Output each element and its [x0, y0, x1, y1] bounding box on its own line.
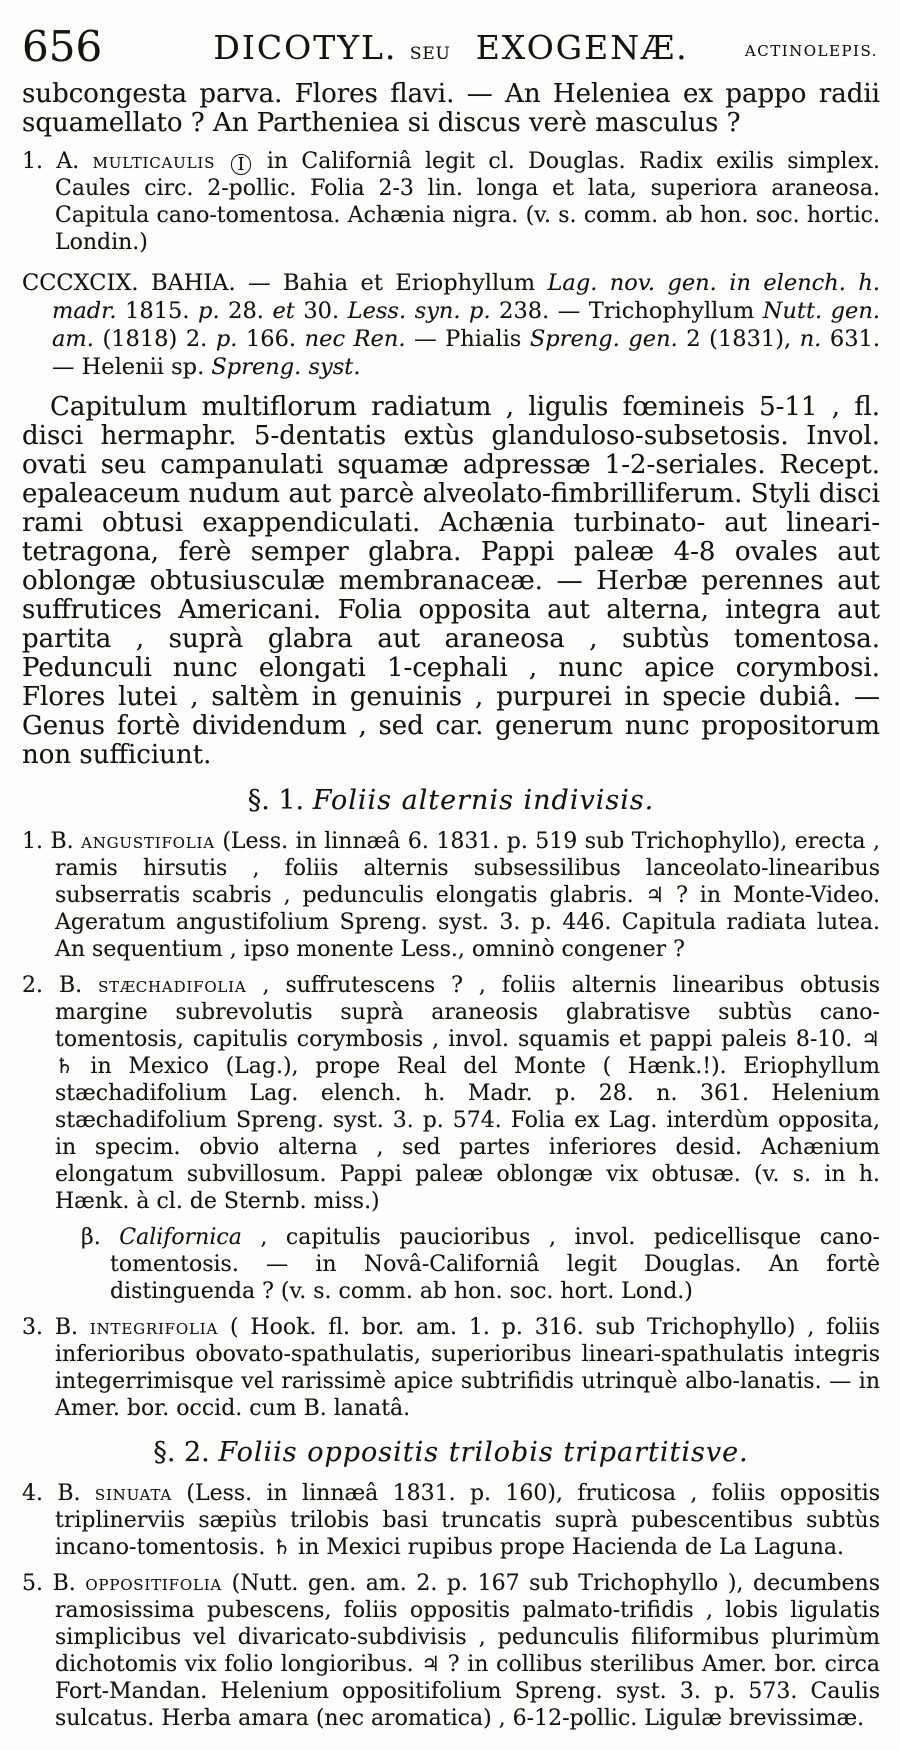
page-number: 656	[22, 22, 103, 71]
variety-entry-californica-seg-1: Californica	[119, 1225, 242, 1251]
species-entry-actinolepis-multicaulis-seg-2	[215, 149, 228, 174]
page-title-part-2: seu	[409, 37, 451, 65]
genus-heading-bahia-seg-9: Nutt. gen. am.	[52, 298, 881, 353]
page-title-part-3: EXOGENÆ.	[475, 28, 689, 67]
genus-heading-bahia-seg-18: 631. — Helenii sp.	[52, 326, 880, 381]
genus-heading-bahia-seg-6: 30.	[294, 298, 348, 325]
genus-heading-bahia-seg-10: (1818) 2.	[93, 326, 216, 353]
genus-heading-bahia-seg-13: nec Ren.	[304, 326, 406, 353]
variety-entry-californica-seg-2: , capitulis paucioribus , invol. pedicellisque cano-tomentosis. — in Novâ-Californiâ legit Douglas. An fortè distinguenda ? (v. s. comm. ab hon. soc. hort. Lond.)	[110, 1225, 880, 1305]
species-entry-bahia-oppositifolia-seg-4: ? in collibus sterilibus Amer. bor. circa Fort-Mandan. Helenium oppositifolium Spreng. syst. 3. p. 573. Caulis sulcatus. Herba amara (nec aromatica) , 6-12-pollic. Ligulæ brevissimæ.	[55, 1652, 880, 1732]
species-entry-actinolepis-multicaulis	[22, 148, 880, 256]
genus-heading-bahia-seg-12: 166.	[237, 326, 305, 353]
genus-heading-bahia-seg-19: Spreng. syst.	[211, 354, 361, 381]
section-heading-2-seg-1: Foliis oppositis trilobis tripartitisve.	[218, 1437, 749, 1469]
species-entry-actinolepis-multicaulis-seg-0: 1. A.	[22, 149, 93, 174]
species-entry-bahia-staechadifolia-seg-0: 2. B.	[22, 973, 99, 999]
genus-description-seg-0: Capitulum multiflorum radiatum , ligulis fœmineis 5-11 , fl. disci hermaphr. 5-dentatis extùs glanduloso-subsetosis. Invol. ovati seu campanulati squamæ adpressæ 1-2-seriales. Recept. epaleaceum nudum aut parcè alveolato-fimbrilliferum. Styli disci rami obtusi exappendiculati. Achænia turbinato- aut lineari-tetragona, ferè semper glabra. Pappi paleæ 4-8 ovales aut oblongæ obtusiusculæ membranaceæ. — Herbæ perennes aut suffrutices Americani. Folia opposita aut alterna, integra aut partita , suprà glabra aut araneosa , subtùs tomentosa. Pedunculi nunc elongati 1-cephali , nunc apice corymbosi. Flores lutei , saltèm in genuinis , purpurei in specie dubiâ. — Genus fortè dividendum , sed car. generum nunc propositorum non sufficiunt.	[22, 392, 880, 771]
genus-heading-bahia-seg-15: Spreng. gen.	[529, 326, 678, 353]
species-entry-bahia-angustifolia-seg-1: angustifolia	[81, 829, 215, 855]
species-entry-bahia-integrifolia-seg-0: 3. B.	[22, 1315, 90, 1341]
page-header	[22, 18, 880, 70]
species-entry-bahia-angustifolia-seg-4: ? in Monte-Video. Ageratum angustifolium Spreng. syst. 3. p. 446. Capitula radiata lutea. An sequentium , ipso monente Less., omninò congener ?	[55, 883, 880, 963]
text-body	[22, 80, 880, 1732]
perennial-symbol-icon: ♃	[421, 1652, 441, 1677]
genus-heading-bahia-seg-8: 238. — Trichophyllum	[490, 298, 763, 325]
species-entry-bahia-sinuata-seg-2: (Less. in linnæâ 1831. p. 160), fruticosa , foliis oppositis triplinerviis sæpiùs trilobis basi truncatis suprà pubescentibus subtùs incano-tomentosis.	[55, 1481, 881, 1561]
running-head: ACTINOLEPIS.	[744, 42, 878, 60]
genus-heading-bahia-seg-5: et	[272, 298, 295, 325]
page-title-part-1: DICOTYL.	[213, 28, 398, 67]
genus-heading-bahia	[22, 269, 880, 381]
species-entry-bahia-integrifolia-seg-2: ( Hook. fl. bor. am. 1. p. 316. sub Trichophyllo) , foliis inferioribus obovato-spathulatis, superioribus lineari-spathulatis integris integerrimisque vel rarissimè apice subtrifidis utrinquè albo-lanatis. — in Amer. bor. occid. cum B. lanatâ.	[55, 1315, 880, 1422]
genus-heading-bahia-seg-17: n.	[799, 326, 822, 353]
genus-heading-bahia-seg-14: — Phialis	[405, 326, 530, 353]
species-entry-bahia-staechadifolia-seg-1: stæchadifolia	[98, 973, 247, 999]
shrub-symbol-icon: ♄	[272, 1535, 292, 1560]
perennial-shrub-symbols-icon: ♃ ♄	[55, 1027, 880, 1079]
perennial-symbol-icon: ♃	[645, 883, 665, 908]
species-entry-bahia-sinuata-seg-1: sinuata	[94, 1481, 173, 1507]
species-entry-bahia-oppositifolia-seg-0: 5. B.	[22, 1571, 86, 1597]
species-entry-actinolepis-multicaulis-seg-1: multicaulis	[92, 149, 216, 174]
genus-heading-bahia-seg-16: 2 (1831),	[677, 326, 800, 353]
species-entry-bahia-oppositifolia	[22, 1570, 880, 1732]
section-heading-1-seg-1: Foliis alternis indivisis.	[312, 785, 655, 817]
species-entry-bahia-sinuata-seg-0: 4. B.	[22, 1481, 95, 1507]
genus-heading-bahia-seg-4: 28.	[219, 298, 273, 325]
genus-heading-bahia-seg-0: CCCXCIX. BAHIA. — Bahia et Eriophyllum	[22, 270, 548, 297]
annual-symbol-icon: I	[231, 154, 252, 175]
paragraph-continuation-seg-0: subcongesta parva. Flores flavi. — An Heleniea ex pappo radii squamellato ? An Partheniea si discus verè masculus ?	[22, 79, 880, 138]
paragraph-continuation	[22, 80, 880, 138]
species-entry-bahia-staechadifolia	[22, 972, 880, 1215]
species-entry-bahia-integrifolia	[22, 1314, 880, 1422]
section-heading-1-seg-0: §. 1.	[247, 785, 313, 817]
section-heading-2-seg-0: §. 2.	[153, 1437, 219, 1469]
section-heading-1	[22, 786, 880, 816]
species-entry-bahia-sinuata	[22, 1480, 880, 1561]
genus-heading-bahia-seg-11: p.	[215, 326, 238, 353]
species-entry-bahia-staechadifolia-seg-2: , suffrutescens ? , foliis alternis linearibus obtusis margine subrevolutis suprà araneosis glabratisve subtùs cano-tomentosis, capitulis corymbosis , invol. squamis et pappi paleis 8-10.	[55, 973, 880, 1053]
species-entry-bahia-oppositifolia-seg-2: (Nutt. gen. am. 2. p. 167 sub Trichophyllo ), decumbens ramosissima pubescens, foliis oppositis palmato-trifidis , lobis ligulatis simplicibus vel divaricato-subdivisis , pedunculis filiformibus plurimùm dichotomis vix folio longioribus.	[55, 1571, 880, 1678]
beta-symbol: β.	[81, 1225, 120, 1251]
section-heading-2	[22, 1438, 880, 1468]
genus-heading-bahia-seg-7: Less. syn. p.	[347, 298, 491, 325]
species-entry-actinolepis-multicaulis-seg-4: in Californiâ legit cl. Douglas. Radix exilis simplex. Caules circ. 2-pollic. Folia 2-3 lin. longa et lata, superiora araneosa. Capitula cano-tomentosa. Achænia nigra. (v. s. comm. ab hon. soc. hortic. Londin.)	[55, 149, 880, 256]
genus-heading-bahia-seg-1: Lag. nov. gen. in elench. h. madr.	[52, 270, 881, 325]
species-entry-bahia-angustifolia	[22, 828, 880, 963]
variety-entry-californica	[22, 1224, 880, 1305]
genus-heading-bahia-seg-3: p.	[198, 298, 220, 325]
species-entry-bahia-angustifolia-seg-2: (Less. in linnæâ 6. 1831. p. 519 sub Trichophyllo), erecta , ramis hirsutis , foliis alternis subsessilibus lanceolato-linearibus subserratis scabris , pedunculis elongatis glabris.	[55, 829, 880, 909]
species-entry-bahia-integrifolia-seg-1: integrifolia	[89, 1315, 219, 1341]
genus-description	[22, 393, 880, 770]
genus-heading-bahia-seg-2: 1815.	[116, 298, 199, 325]
species-entry-bahia-staechadifolia-seg-4: in Mexico (Lag.), prope Real del Monte ( Hænk.!). Eriophyllum stæchadifolium Lag. elench. h. Madr. p. 28. n. 361. Helenium stæchadifolium Spreng. syst. 3. p. 574. Folia ex Lag. interdùm opposita, in specim. obvio alterna , sed partes inferiores desid. Achænium elongatum subvillosum. Pappi paleæ oblongæ vix obtusæ. (v. s. in h. Hænk. à cl. de Sternb. miss.)	[55, 1054, 880, 1215]
species-entry-bahia-angustifolia-seg-0: 1. B.	[22, 829, 82, 855]
species-entry-bahia-sinuata-seg-4: in Mexici rupibus prope Hacienda de La Laguna.	[291, 1535, 844, 1561]
species-entry-bahia-oppositifolia-seg-1: oppositifolia	[85, 1571, 223, 1597]
